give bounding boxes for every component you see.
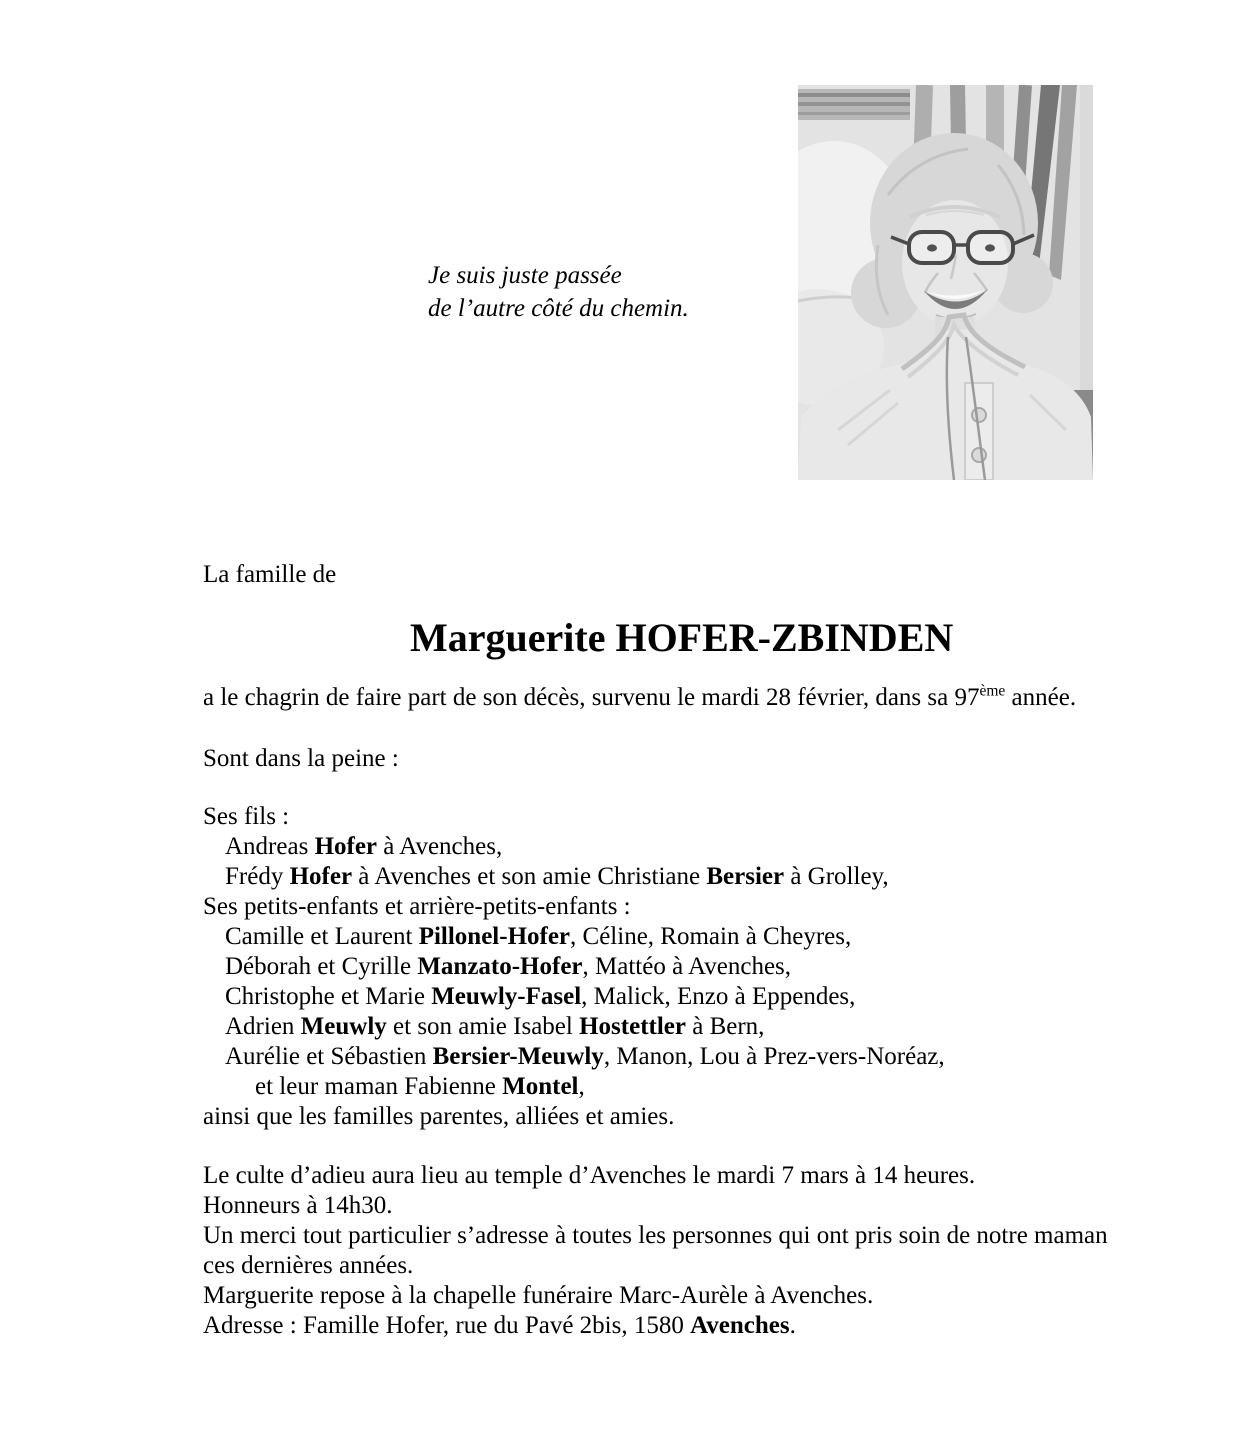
family-line-relatives: ainsi que les familles parentes, alliées et amies. (203, 1103, 675, 1130)
closing-line-honors: Honneurs à 14h30. (203, 1192, 393, 1219)
epitaph-quote-line-1: Je suis juste passée (428, 262, 622, 289)
mourning-heading: Sont dans la peine : (203, 745, 399, 772)
family-line: Christophe et Marie Meuwly-Fasel, Malick, Enzo à Eppendes, (225, 983, 856, 1010)
family-line: Aurélie et Sébastien Bersier-Meuwly, Manon, Lou à Prez-vers-Noréaz, (225, 1043, 945, 1070)
portrait-illustration (798, 85, 1093, 480)
closing-line-address: Adresse : Famille Hofer, rue du Pavé 2bis, 1580 Avenches. (203, 1312, 796, 1339)
closing-line-chapel: Marguerite repose à la chapelle funéraire Marc-Aurèle à Avenches. (203, 1282, 874, 1309)
family-line-sons-heading: Ses fils : (203, 803, 290, 830)
epitaph-quote (428, 259, 689, 325)
portrait-photo (798, 85, 1093, 480)
closing-line-thanks-1: Un merci tout particulier s’adresse à toutes les personnes qui ont pris soin de notre maman (203, 1222, 1108, 1249)
family-line: Andreas Hofer à Avenches, (225, 833, 503, 860)
intro-line: La famille de (203, 561, 337, 588)
family-line: Frédy Hofer à Avenches et son amie Christiane Bersier à Grolley, (225, 863, 889, 890)
family-list (203, 802, 945, 1132)
announcement-text-before: a le chagrin de faire part de son décès, survenu le mardi 28 février, dans sa 97 (203, 684, 980, 711)
deceased-name: Marguerite HOFER-ZBINDEN (410, 615, 954, 660)
closing-line-thanks-2: ces dernières années. (203, 1252, 414, 1279)
closing-line-service: Le culte d’adieu aura lieu au temple d’Avenches le mardi 7 mars à 14 heures. (203, 1162, 976, 1189)
announcement-text-after: année. (1005, 684, 1077, 711)
family-line-grandchildren-heading: Ses petits-enfants et arrière-petits-enfants : (203, 893, 631, 920)
ceremony-details (203, 1161, 1108, 1341)
family-line: Déborah et Cyrille Manzato-Hofer, Mattéo à Avenches, (225, 953, 792, 980)
epitaph-quote-line-2: de l’autre côté du chemin. (428, 295, 689, 322)
death-announcement-line (203, 684, 1076, 712)
family-line: Adrien Meuwly et son amie Isabel Hostettler à Bern, (225, 1013, 765, 1040)
family-line: et leur maman Fabienne Montel, (255, 1073, 585, 1100)
family-line: Camille et Laurent Pillonel-Hofer, Céline, Romain à Cheyres, (225, 923, 852, 950)
ordinal-superscript: ème (979, 682, 1006, 700)
